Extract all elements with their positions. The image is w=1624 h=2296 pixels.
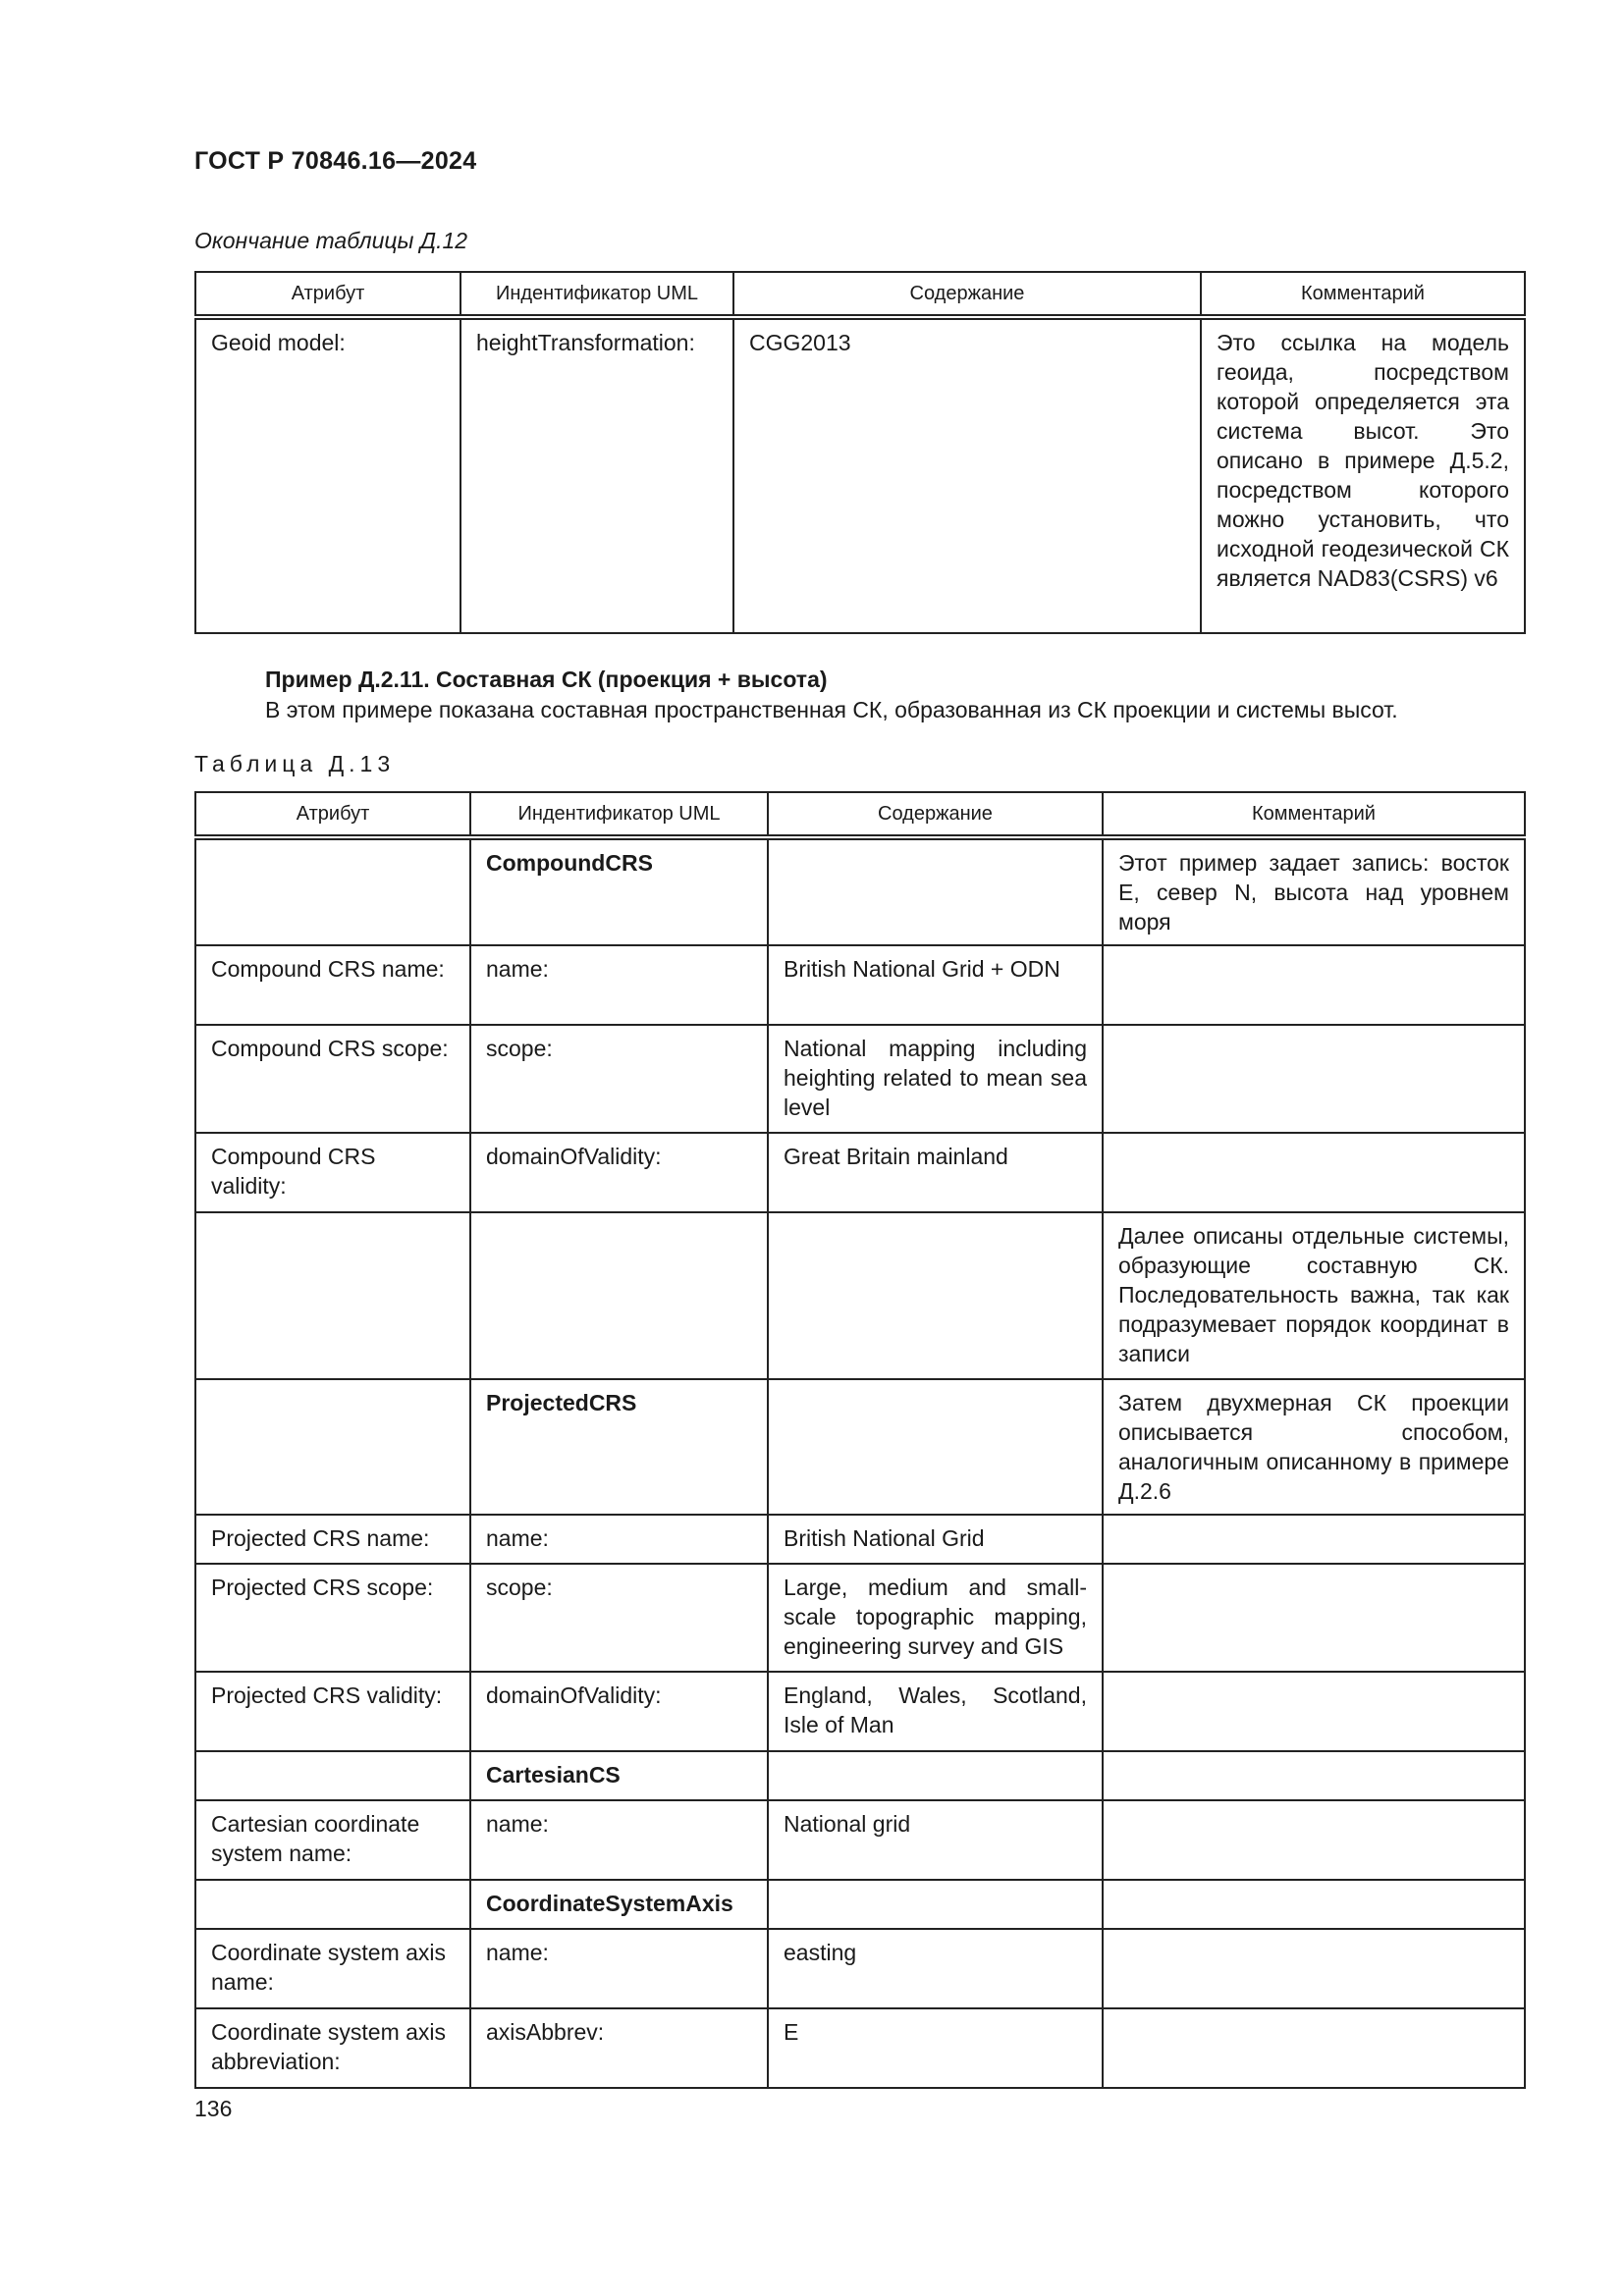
example-text: В этом примере показана составная пространственная СК, образованная из СК проекции и системы высот. bbox=[265, 697, 1398, 722]
cell-content: CGG2013 bbox=[733, 317, 1201, 633]
cell-comment bbox=[1103, 1751, 1525, 1800]
column-header-uml: Индентификатор UML bbox=[470, 792, 768, 837]
cell-attribute: Geoid model: bbox=[195, 317, 460, 633]
cell-uml bbox=[470, 1212, 768, 1379]
table-row bbox=[195, 317, 1525, 633]
cell-comment bbox=[1103, 1880, 1525, 1929]
table-row bbox=[195, 1212, 1525, 1379]
cell-content: British National Grid + ODN bbox=[768, 945, 1103, 1025]
table-row bbox=[195, 1515, 1525, 1564]
cell-attribute: Cartesian coordinate system name: bbox=[195, 1800, 470, 1880]
example-title: Пример Д.2.11. Составная СК (проекция + высота) bbox=[265, 667, 828, 692]
cell-uml: name: bbox=[470, 1929, 768, 2008]
table-row bbox=[195, 945, 1525, 1025]
cell-content: E bbox=[768, 2008, 1103, 2088]
cell-attribute bbox=[195, 1379, 470, 1515]
table-d13-label: Таблица Д.13 bbox=[194, 751, 396, 776]
table-row bbox=[195, 1880, 1525, 1929]
cell-attribute: Coordinate system axis abbreviation: bbox=[195, 2008, 470, 2088]
table-row bbox=[195, 1800, 1525, 1880]
cell-comment bbox=[1103, 1929, 1525, 2008]
cell-attribute: Projected CRS name: bbox=[195, 1515, 470, 1564]
column-header-comment: Комментарий bbox=[1201, 272, 1525, 317]
table-row bbox=[195, 2008, 1525, 2088]
cell-content: National grid bbox=[768, 1800, 1103, 1880]
cell-uml: domainOfValidity: bbox=[470, 1133, 768, 1212]
table-row bbox=[195, 837, 1525, 945]
column-header-uml: Индентификатор UML bbox=[460, 272, 733, 317]
cell-content: England, Wales, Scotland, Isle of Man bbox=[768, 1672, 1103, 1751]
cell-uml: axisAbbrev: bbox=[470, 2008, 768, 2088]
cell-content bbox=[768, 1212, 1103, 1379]
cell-uml: name: bbox=[470, 1800, 768, 1880]
table-header-row bbox=[195, 272, 1525, 317]
column-header-attribute: Атрибут bbox=[195, 272, 460, 317]
cell-content bbox=[768, 1379, 1103, 1515]
document-code-header: ГОСТ Р 70846.16—2024 bbox=[194, 147, 477, 175]
cell-uml: name: bbox=[470, 1515, 768, 1564]
cell-uml: scope: bbox=[470, 1025, 768, 1133]
cell-attribute bbox=[195, 837, 470, 945]
cell-comment bbox=[1103, 1800, 1525, 1880]
cell-attribute: Compound CRS scope: bbox=[195, 1025, 470, 1133]
example-block bbox=[265, 665, 1398, 725]
cell-content: National mapping including heighting related to mean sea level bbox=[768, 1025, 1103, 1133]
cell-uml: scope: bbox=[470, 1564, 768, 1672]
page-number: 136 bbox=[194, 2096, 233, 2121]
cell-comment: Затем двухмерная СК проекции описывается способом, аналогичным описанному в примере Д.2.6 bbox=[1103, 1379, 1525, 1515]
cell-attribute: Projected CRS scope: bbox=[195, 1564, 470, 1672]
cell-comment bbox=[1103, 945, 1525, 1025]
table-d12 bbox=[194, 271, 1526, 634]
cell-comment bbox=[1103, 1564, 1525, 1672]
cell-uml: ProjectedCRS bbox=[470, 1379, 768, 1515]
cell-comment bbox=[1103, 1672, 1525, 1751]
cell-attribute: Compound CRS name: bbox=[195, 945, 470, 1025]
cell-attribute bbox=[195, 1212, 470, 1379]
cell-uml: name: bbox=[470, 945, 768, 1025]
cell-content bbox=[768, 1751, 1103, 1800]
table-row bbox=[195, 1751, 1525, 1800]
cell-content: Great Britain mainland bbox=[768, 1133, 1103, 1212]
cell-comment bbox=[1103, 2008, 1525, 2088]
column-header-comment: Комментарий bbox=[1103, 792, 1525, 837]
table-row bbox=[195, 1929, 1525, 2008]
cell-attribute bbox=[195, 1880, 470, 1929]
table-row bbox=[195, 1672, 1525, 1751]
cell-attribute bbox=[195, 1751, 470, 1800]
table-d13 bbox=[194, 791, 1526, 2089]
cell-uml: heightTransformation: bbox=[460, 317, 733, 633]
table-header-row bbox=[195, 792, 1525, 837]
table-d12-continuation-caption: Окончание таблицы Д.12 bbox=[194, 228, 468, 253]
cell-attribute: Projected CRS validity: bbox=[195, 1672, 470, 1751]
cell-uml: CartesianCS bbox=[470, 1751, 768, 1800]
cell-content bbox=[768, 1880, 1103, 1929]
table-row bbox=[195, 1564, 1525, 1672]
cell-content: British National Grid bbox=[768, 1515, 1103, 1564]
cell-attribute: Coordinate system axis name: bbox=[195, 1929, 470, 2008]
column-header-content: Содержание bbox=[733, 272, 1201, 317]
table-row bbox=[195, 1025, 1525, 1133]
cell-content bbox=[768, 837, 1103, 945]
cell-uml: CoordinateSystemAxis bbox=[470, 1880, 768, 1929]
cell-uml: CompoundCRS bbox=[470, 837, 768, 945]
cell-comment bbox=[1103, 1515, 1525, 1564]
cell-content: Large, medium and small-scale topographic mapping, engineering survey and GIS bbox=[768, 1564, 1103, 1672]
cell-comment: Этот пример задает запись: восток E, север N, высота над уровнем моря bbox=[1103, 837, 1525, 945]
cell-uml: domainOfValidity: bbox=[470, 1672, 768, 1751]
table-row bbox=[195, 1133, 1525, 1212]
column-header-content: Содержание bbox=[768, 792, 1103, 837]
cell-comment: Далее описаны отдельные системы, образующие составную СК. Последовательность важна, так как подразумевает порядок координат в записи bbox=[1103, 1212, 1525, 1379]
cell-comment bbox=[1103, 1025, 1525, 1133]
cell-comment: Это ссылка на модель геоида, посредством которой определяется эта система высот. Это описано в примере Д.5.2, посредством которого можно установить, что исходной геодезической СК является NAD83(CSRS) v6 bbox=[1201, 317, 1525, 633]
cell-content: easting bbox=[768, 1929, 1103, 2008]
column-header-attribute: Атрибут bbox=[195, 792, 470, 837]
table-row bbox=[195, 1379, 1525, 1515]
cell-attribute: Compound CRS validity: bbox=[195, 1133, 470, 1212]
cell-comment bbox=[1103, 1133, 1525, 1212]
